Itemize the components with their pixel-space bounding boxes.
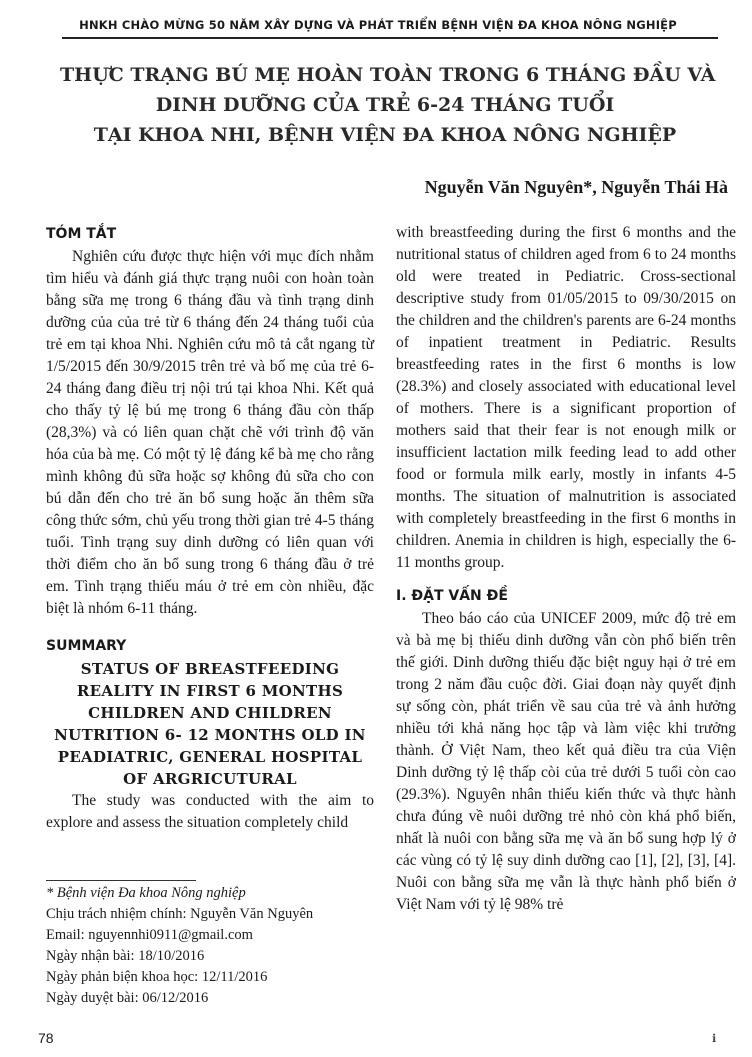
footnotes bbox=[46, 883, 376, 1009]
title-line: DINH DƯỠNG CỦA TRẺ 6-24 THÁNG TUỔI bbox=[155, 94, 615, 116]
title-line: THỰC TRẠNG BÚ MẸ HOÀN TOÀN TRONG 6 THÁNG ĐẦU VÀ bbox=[60, 64, 716, 86]
footnote-responsible: Chịu trách nhiệm chính: Nguyễn Văn Nguyên bbox=[46, 906, 314, 922]
article-title bbox=[60, 60, 716, 150]
summary-title-line: STATUS OF BREASTFEEDING bbox=[80, 660, 340, 678]
summary-title-line: NUTRITION 6- 12 MONTHS OLD IN bbox=[54, 726, 366, 744]
footnote-email: Email: nguyennhi0911@gmail.com bbox=[46, 927, 253, 943]
header-divider bbox=[62, 37, 718, 39]
summary-title-line: OF ARGRICUTURAL bbox=[123, 770, 297, 788]
abstract-body: Nghiên cứu được thực hiện với mục đích nhằm tìm hiểu và đánh giá thực trạng nuôi con hoàn toàn bằng sữa mẹ trong 6 tháng đầu và tình trạng dinh dưỡng của của trẻ từ 6 tháng đến 24 tháng tuổi của trẻ em tại khoa Nhi. Nghiên cứu mô tả cắt ngang từ 1/5/2015 đến 30/9/2015 trên trẻ và bố mẹ của trẻ 6-24 tháng đang điều trị nội trú tại khoa Nhi. Kết quả cho thấy tỷ lệ bú mẹ trong 6 tháng đầu còn thấp (28,3%) và có liên quan chặt chẽ với trình độ văn hóa của bà mẹ. Có một tỷ lệ đáng kể bà mẹ cho rằng mình không đủ sữa hoặc sợ không đủ sữa cho con bú dẫn đến cho trẻ ăn bổ sung hoặc ăn thêm sữa công thức sớm, chủ yếu trong thời gian trẻ 4-5 tháng tuổi. Tình trạng suy dinh dưỡng có liên quan với thời điểm cho ăn bổ sung trong 6 tháng đầu ở trẻ em. Tình trạng thiếu máu ở trẻ em còn nhiều, đặc biệt là nhóm 6-11 tháng. bbox=[46, 248, 374, 617]
title-line: TẠI KHOA NHI, BỆNH VIỆN ĐA KHOA NÔNG NGHIỆP bbox=[93, 124, 677, 146]
summary-body-start: The study was conducted with the aim to explore and assess the situation completely child bbox=[46, 792, 374, 831]
summary-title-line: PEADIATRIC, GENERAL HOSPITAL bbox=[57, 748, 363, 766]
abstract-heading: TÓM TẮT bbox=[46, 226, 117, 242]
summary-body-continued: with breastfeeding during the first 6 months and the nutritional status of children aged from 6 to 24 months old were treated in Pediatric. Cross-sectional descriptive study from 01/05/2015 to 09/30/2015 on the children and the children's parents are 6-24 months of inpatient treatment in Pediatric. Results breastfeeding rates in the first 6 months is low (28.3%) and closely associated with educational level of mothers. There is a significant proportion of mothers said that their fear is not enough milk or insufficient lactation milk feeding lead to add other food or formula milk early, mostly in infants 4-5 months. The situation of malnutrition is associated with completely breastfeeding in the first 6 months in children. Anemia in children is high, especially the 6-11 months group. bbox=[396, 224, 736, 571]
corner-mark-icon: ℹ bbox=[712, 1032, 717, 1045]
running-header: HNKH CHÀO MỪNG 50 NĂM XÂY DỰNG VÀ PHÁT TRIỂN BỆNH VIỆN ĐA KHOA NÔNG NGHIỆP bbox=[79, 18, 677, 32]
summary-title-line: CHILDREN AND CHILDREN bbox=[88, 704, 332, 722]
footnote-reviewed: Ngày phản biện khoa học: 12/11/2016 bbox=[46, 969, 268, 985]
footnote-received: Ngày nhận bài: 18/10/2016 bbox=[46, 948, 205, 964]
author-list: Nguyễn Văn Nguyên*, Nguyễn Thái Hà bbox=[424, 177, 728, 197]
right-column bbox=[396, 222, 736, 916]
summary-heading: SUMMARY bbox=[46, 638, 127, 654]
summary-title-line: REALITY IN FIRST 6 MONTHS bbox=[76, 682, 344, 700]
page-number: 78 bbox=[38, 1030, 54, 1046]
introduction-heading: I. ĐẶT VẤN ĐỀ bbox=[396, 588, 508, 604]
summary-title bbox=[46, 658, 374, 790]
left-column bbox=[46, 222, 374, 834]
footnote-affiliation: * Bệnh viện Đa khoa Nông nghiệp bbox=[46, 885, 246, 901]
footnote-accepted: Ngày duyệt bài: 06/12/2016 bbox=[46, 990, 209, 1006]
introduction-body: Theo báo cáo của UNICEF 2009, mức độ trẻ em và bà mẹ bị thiếu dinh dưỡng vẫn còn phổ biến trên thế giới. Dinh dưỡng thiếu đặc biệt nguy hại ở trẻ em trong 2 năm đầu cuộc đời. Giai đoạn này quyết định sự sống còn, phát triển về sau của trẻ và ảnh hưởng nhiều tới khả năng học tập và làm việc khi trưởng thành. Ở Việt Nam, theo kết quả điều tra của Viện Dinh dưỡng tỷ lệ thấp còi của trẻ dưới 5 tuổi còn cao (29.3%). Nguyên nhân thiếu kiến thức và thực hành chưa đúng về nuôi dưỡng trẻ nhỏ còn khá phổ biến, nhất là nuôi con bằng sữa mẹ và ăn bổ sung hợp lý ở các vùng có tỷ lệ suy dinh dưỡng cao [1], [2], [3], [4]. Nuôi con bằng sữa mẹ vẫn là thực hành phổ biến ở Việt Nam với tỷ lệ 98% trẻ bbox=[396, 610, 736, 913]
footnote-divider bbox=[46, 880, 196, 881]
